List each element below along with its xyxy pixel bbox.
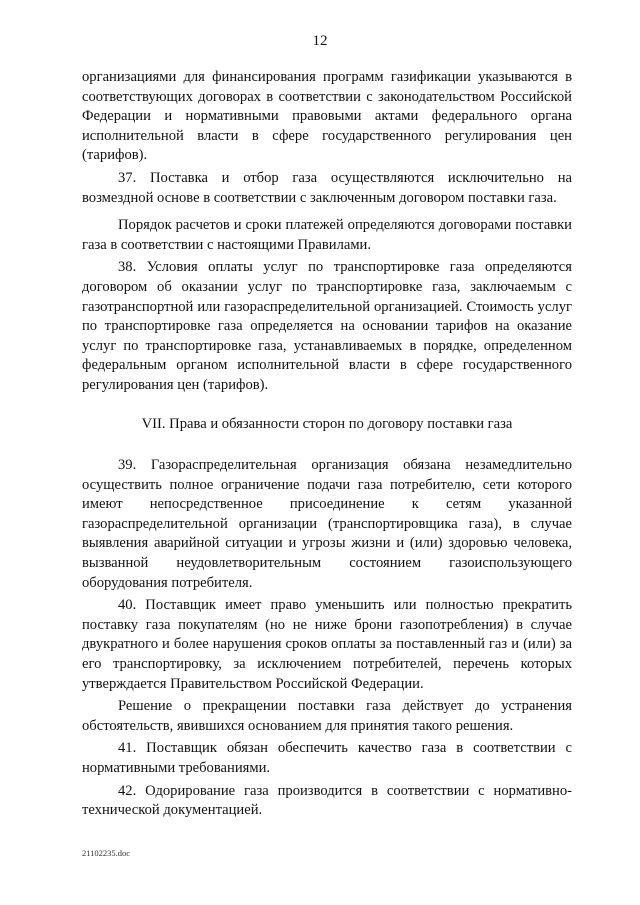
footer-filename: 21102235.doc — [82, 848, 131, 858]
paragraph-38: 38. Условия оплаты услуг по транспортировке газа определяются договором об оказании услуг по транспортировке газа, заключаемым с газотранспортной или газораспределительной организацией. Стоимость услуг по транспортировке газа определяется на основании тарифов на оказание услуг по транспортировке газа, устанавливаемых в порядке, определенном федеральным органом исполнительной власти в сфере государственного регулирования цен (тарифов). — [82, 259, 572, 393]
paragraph-39: 39. Газораспределительная организация обязана незамедлительно осуществить полное ограничение подачи газа потребителю, сети которого имеют непосредственное присоединение к сетям указанной газораспределительной организации (транспортировщика газа), в случае выявления аварийной ситуации и угрозы жизни и (или) здоровью человека, вызванной неудовлетворительным состоянием газоиспользующего оборудования потребителя. — [82, 457, 572, 591]
paragraph-termination-decision: Решение о прекращении поставки газа действует до устранения обстоятельств, явившихся основанием для принятия такого решения. — [82, 698, 572, 734]
paragraph-37: 37. Поставка и отбор газа осуществляются исключительно на возмездной основе в соответствии с заключенным договором поставки газа. — [82, 169, 572, 206]
paragraph-42: 42. Одорирование газа производится в соответствии с нормативно-технической документацией. — [82, 782, 572, 819]
paragraph-40: 40. Поставщик имеет право уменьшить или полностью прекратить поставку газа покупателям (но не ниже брони газопотребления) в случае двукратного и более нарушения сроков оплаты за поставленный газ и (или) за его транспортировку, за исключением потребителей, перечень которых утверждается Правительством Российской Федерации. — [82, 597, 572, 692]
page-number: 12 — [312, 33, 328, 49]
paragraph-payment-terms: Порядок расчетов и сроки платежей определяются договорами поставки газа в соответствии с настоящими Правилами. — [82, 217, 572, 253]
paragraph-continuation: организациями для финансирования программ газификации указываются в соответствующих договорах в соответствии с законодательством Российской Федерации и нормативными правовыми актами федерального органа исполнительной власти в сфере государственного регулирования цен (тарифов). — [82, 69, 572, 164]
paragraph-41: 41. Поставщик обязан обеспечить качество газа в соответствии с нормативными требованиями. — [82, 740, 572, 776]
document-body — [82, 68, 572, 821]
section-heading: VII. Права и обязанности сторон по договору поставки газа — [141, 415, 513, 432]
